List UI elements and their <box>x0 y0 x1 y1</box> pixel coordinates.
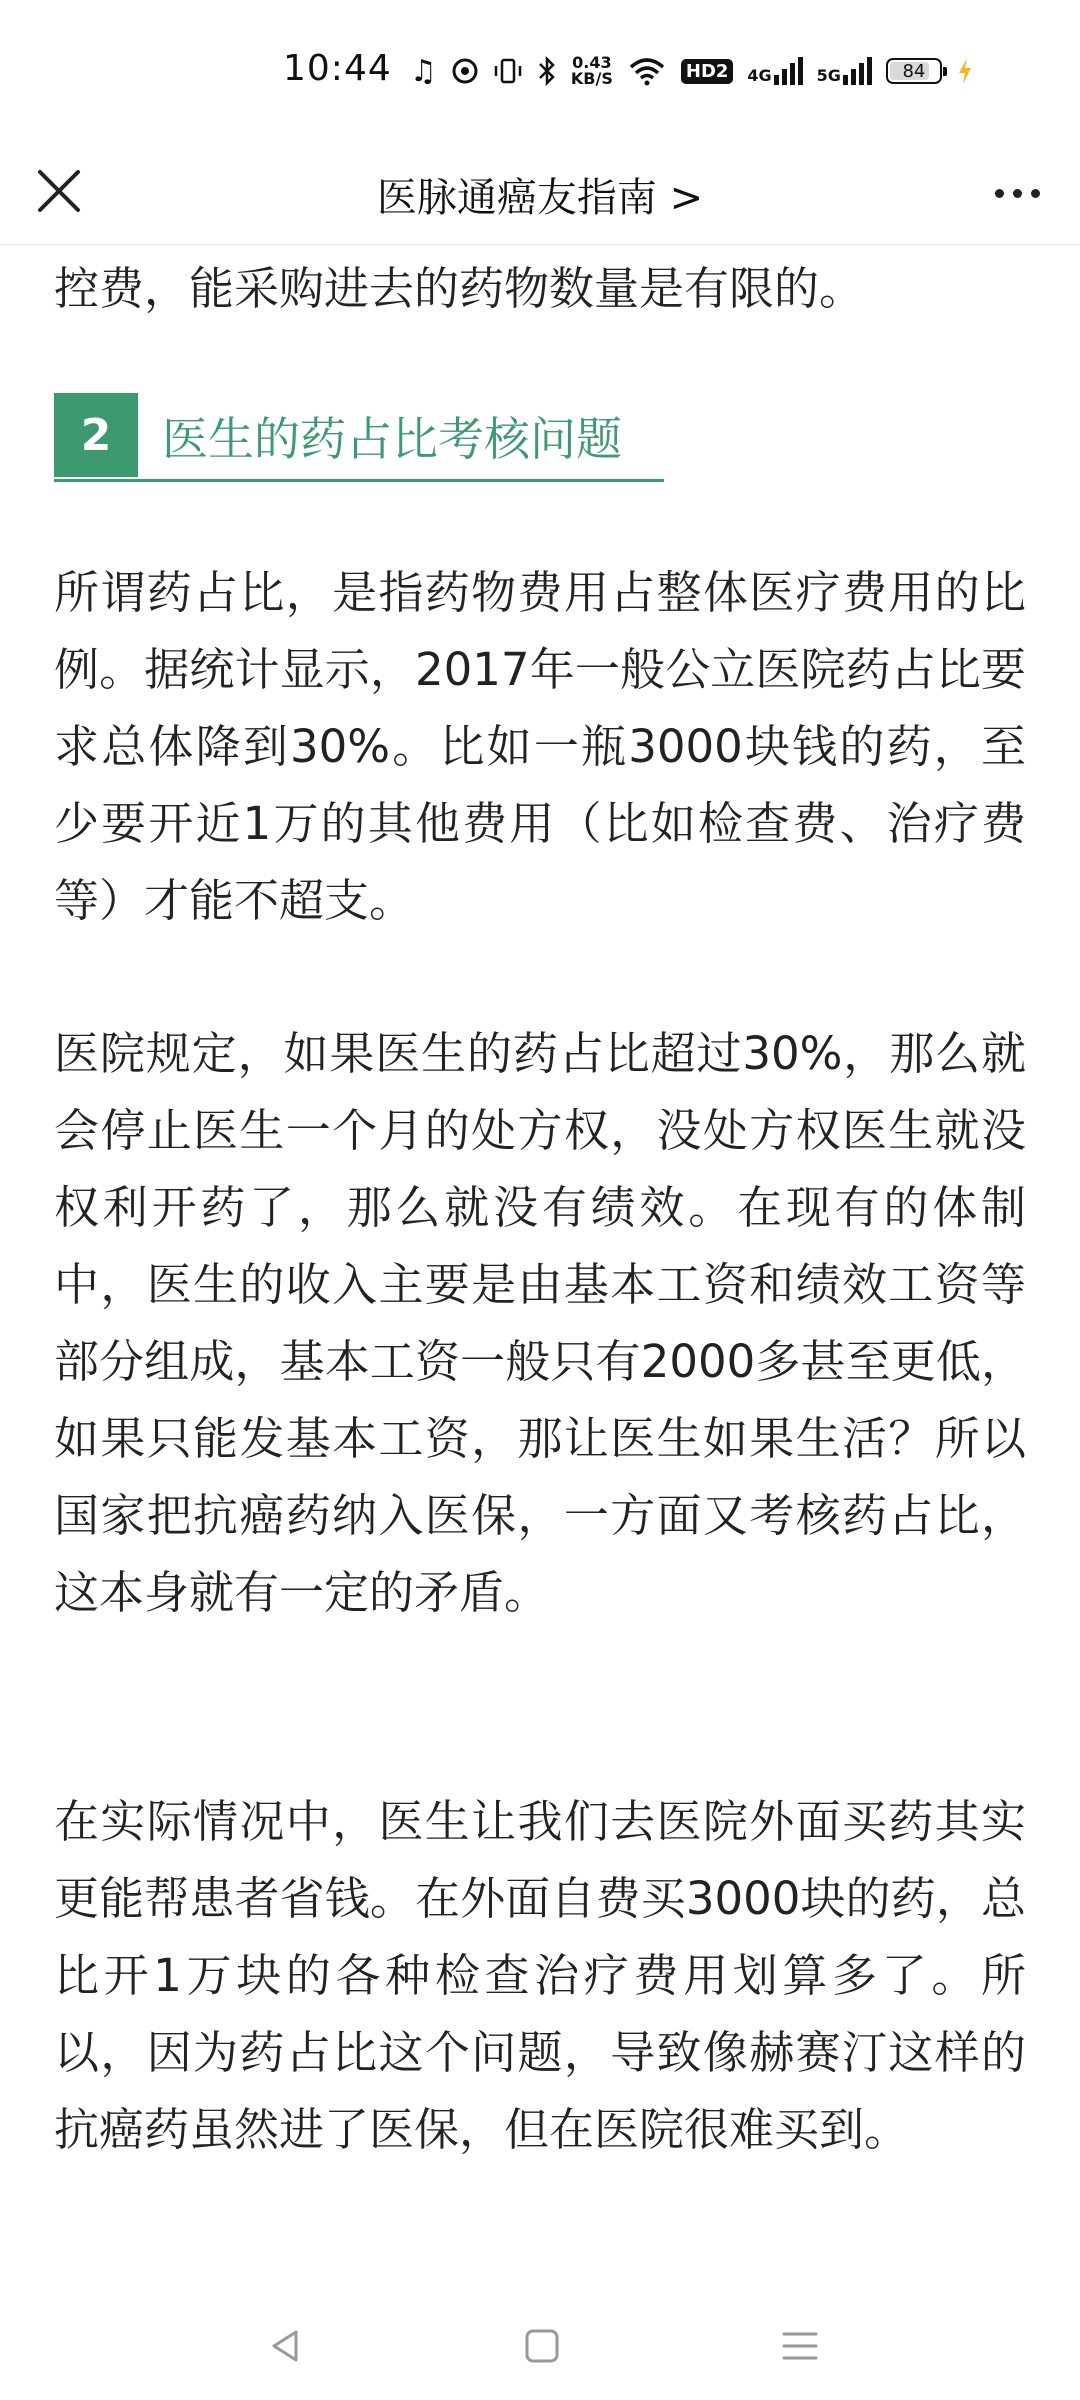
wifi-icon <box>627 56 667 86</box>
signal-4g-icon <box>747 57 802 85</box>
paragraph <box>54 1015 1026 1631</box>
signal-5g-label: 5G <box>816 66 841 85</box>
system-nav-bar <box>0 2290 1080 2400</box>
battery-icon <box>886 58 942 84</box>
home-button[interactable] <box>514 2318 570 2374</box>
charging-bolt-icon <box>956 56 974 86</box>
net-speed <box>571 55 613 87</box>
more-button[interactable] <box>984 168 1050 218</box>
signal-5g-icon <box>817 57 872 85</box>
music-note-icon: ♫ <box>410 53 437 89</box>
back-button[interactable] <box>258 2318 314 2374</box>
paragraph <box>54 1783 1026 2168</box>
net-speed-unit: KB/S <box>570 69 613 88</box>
status-time: 10:44 <box>283 48 392 89</box>
more-dot <box>1013 189 1022 198</box>
battery-level: 84 <box>902 60 926 82</box>
paragraph-continued: 控费，能采购进去的药物数量是有限的。 <box>54 262 865 315</box>
more-dot <box>995 189 1004 198</box>
account-title-link[interactable]: 医脉通癌友指南 > <box>376 175 704 221</box>
section-heading <box>54 393 664 482</box>
status-bar <box>0 0 1080 140</box>
paragraph <box>54 554 1026 939</box>
net-speed-value: 0.43 <box>572 53 612 72</box>
article-body <box>54 244 1026 327</box>
section-number-badge: 2 <box>54 393 138 477</box>
top-nav-bar <box>0 140 1080 245</box>
home-square-icon <box>522 2326 562 2366</box>
status-icons <box>410 50 974 92</box>
paragraph-text: 在实际情况中，医生让我们去医院外面买药其实更能帮患者省钱。在外面自费买3000块的药，总比开1万块的各种检查治疗费用划算多了。所以，因为药占比这个问题，导致像赫赛汀这样的抗癌药虽然进了医保，但在医院很难买到。 <box>54 1795 1026 2156</box>
menu-lines-icon <box>780 2326 820 2366</box>
section-title: 医生的药占比考核问题 <box>162 412 622 466</box>
hd-voice-icon: HD2 <box>681 59 734 84</box>
vibrate-icon <box>493 57 523 85</box>
menu-button[interactable] <box>772 2318 828 2374</box>
bluetooth-icon <box>537 56 557 86</box>
app-notification-icon <box>451 57 479 85</box>
signal-4g-label: 4G <box>747 66 772 85</box>
back-triangle-icon <box>266 2326 306 2366</box>
paragraph-text: 医院规定，如果医生的药占比超过30%，那么就会停止医生一个月的处方权，没处方权医生就没权利开药了，那么就没有绩效。在现有的体制中，医生的收入主要是由基本工资和绩效工资等部分组成，基本工资一般只有2000多甚至更低，如果只能发基本工资，那让医生如果生活？所以国家把抗癌药纳入医保，一方面又考核药占比，这本身就有一定的矛盾。 <box>54 1027 1026 1619</box>
paragraph-text: 所谓药占比，是指药物费用占整体医疗费用的比例。据统计显示，2017年一般公立医院药占比要求总体降到30%。比如一瓶3000块钱的药，至少要开近1万的其他费用（比如检查费、治疗费等）才能不超支。 <box>54 566 1026 927</box>
more-dot <box>1031 189 1040 198</box>
